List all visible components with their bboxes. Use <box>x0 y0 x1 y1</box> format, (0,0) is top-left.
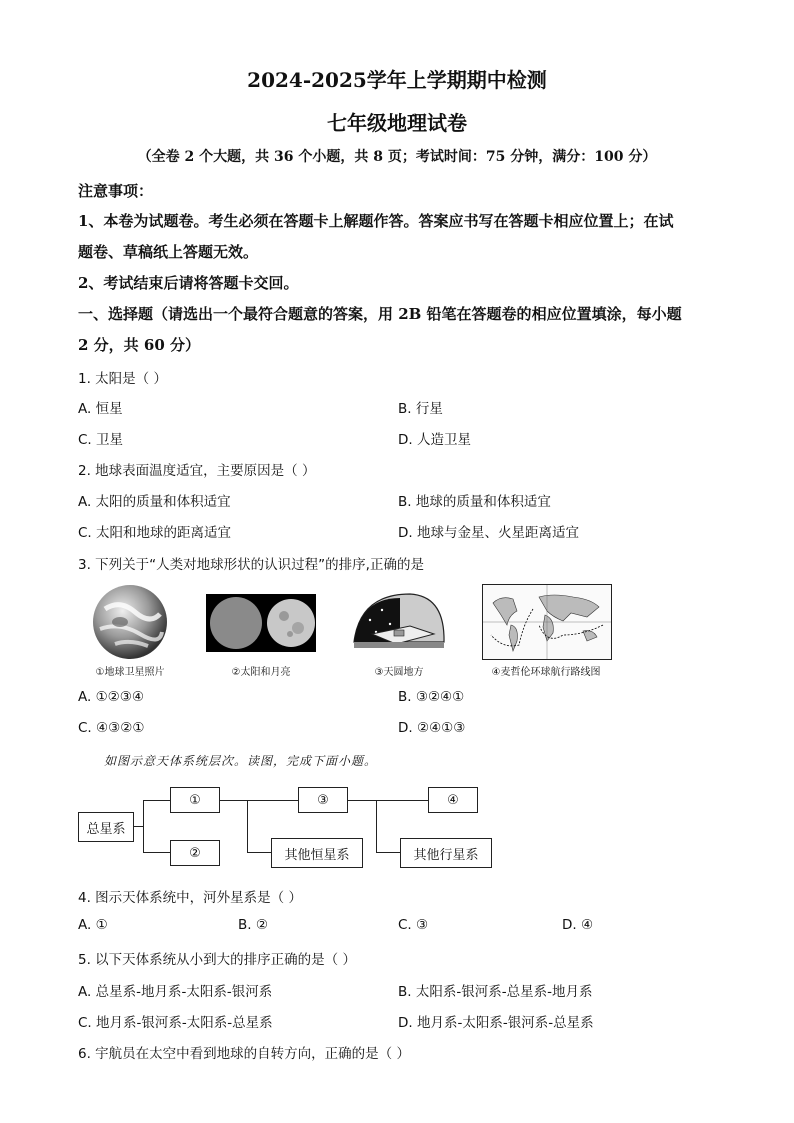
question-3-stem: 3. 下列关于“人类对地球形状的认识过程”的排序,正确的是 <box>78 557 424 573</box>
question-5-option-c: C. 地月系-银河系-太阳系-总星系 <box>78 1015 273 1031</box>
question-1-option-d: D. 人造卫星 <box>398 432 471 448</box>
question-1-stem: 1. 太阳是（ ） <box>78 371 167 387</box>
question-4-stem: 4. 图示天体系统中，河外星系是（ ） <box>78 890 302 906</box>
question-5-stem: 5. 以下天体系统从小到大的排序正确的是（ ） <box>78 952 356 968</box>
question-3-option-d: D. ②④①③ <box>398 720 466 736</box>
question-2-option-b: B. 地球的质量和体积适宜 <box>398 494 551 510</box>
node-root: 总星系 <box>78 812 134 842</box>
question-3-option-b: B. ③②④① <box>398 689 465 705</box>
section-heading: 一、选择题（请选出一个最符合题意的答案，用 2B 铅笔在答题卷的相应位置填涂，每小题 <box>78 305 682 323</box>
node-4: ④ <box>428 787 478 813</box>
question-5-option-b: B. 太阳系-银河系-总星系-地月系 <box>398 984 593 1000</box>
node-1: ① <box>170 787 220 813</box>
question-5-option-d: D. 地月系-太阳系-银河系-总星系 <box>398 1015 594 1031</box>
notice-item-2: 2、考试结束后请将答题卡交回。 <box>78 274 299 292</box>
round-heaven-square-earth-drawing <box>350 590 448 656</box>
question-1-option-c: C. 卫星 <box>78 432 124 448</box>
question-2-option-d: D. 地球与金星、火星距离适宜 <box>398 525 579 541</box>
caption-heaven-earth: ③天圆地方 <box>374 667 424 678</box>
question-2-option-a: A. 太阳的质量和体积适宜 <box>78 494 231 510</box>
caption-sun-moon: ②太阳和月亮 <box>231 667 291 678</box>
notice-heading: 注意事项： <box>78 182 154 200</box>
section-heading-cont: 2 分，共 60 分） <box>78 336 200 354</box>
exam-info: （全卷 2 个大题，共 36 个小题，共 8 页；考试时间：75 分钟，满分：100 分） <box>137 149 657 165</box>
node-3: ③ <box>298 787 348 813</box>
question-4-option-c: C. ③ <box>398 917 429 933</box>
question-5-option-a: A. 总星系-地月系-太阳系-银河系 <box>78 984 273 1000</box>
caption-magellan-map: ④麦哲伦环球航行路线图 <box>491 667 601 678</box>
sun-moon-photo <box>206 594 316 652</box>
question-6-stem: 6. 宇航员在太空中看到地球的自转方向，正确的是（ ） <box>78 1046 410 1062</box>
question-1-option-a: A. 恒星 <box>78 401 123 417</box>
notice-item-1-cont: 题卷、草稿纸上答题无效。 <box>78 243 259 261</box>
question-4-option-d: D. ④ <box>562 917 594 933</box>
caption-earth-photo: ①地球卫星照片 <box>95 667 165 678</box>
question-2-stem: 2. 地球表面温度适宜，主要原因是（ ） <box>78 463 316 479</box>
notice-item-1: 1、本卷为试题卷。考生必须在答题卡上解题作答。答案应书写在答题卡相应位置上；在试 <box>78 212 674 230</box>
question-3-option-a: A. ①②③④ <box>78 689 144 705</box>
question-4-option-a: A. ① <box>78 917 108 933</box>
node-other-stars: 其他恒星系 <box>271 838 363 868</box>
question-4-option-b: B. ② <box>238 917 268 933</box>
question-1-option-b: B. 行星 <box>398 401 443 417</box>
diagram-intro: 如图示意天体系统层次。读图，完成下面小题。 <box>104 754 378 768</box>
question-3-option-c: C. ④③②① <box>78 720 145 736</box>
node-2: ② <box>170 840 220 866</box>
magellan-route-map <box>482 584 612 660</box>
earth-satellite-photo <box>90 584 170 660</box>
question-2-option-c: C. 太阳和地球的距离适宜 <box>78 525 232 541</box>
exam-subject-title: 七年级地理试卷 <box>327 111 467 135</box>
node-other-planets: 其他行星系 <box>400 838 492 868</box>
exam-title: 2024-2025学年上学期期中检测 <box>247 68 547 92</box>
